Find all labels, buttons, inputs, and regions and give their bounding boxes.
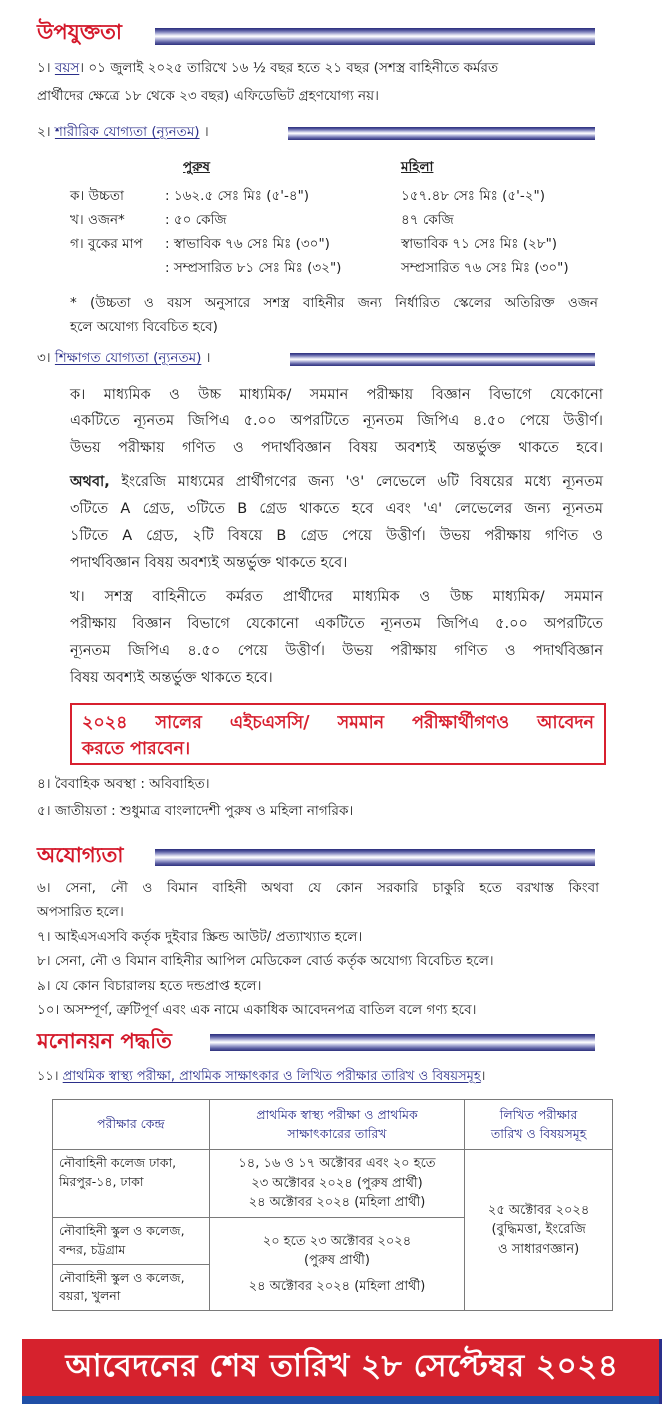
header-written-line-2: তারিখ ও বিষয়সমূহ (490, 1125, 587, 1141)
header-prelim-date (209, 1100, 464, 1150)
disqualification-item-10: ১০। অসম্পূর্ণ, ত্রুটিপূর্ণ এবং এক নামে একাধিক আবেদনপত্র বাতিল বলে গণ্য হবে। (37, 1002, 477, 1018)
prelim-line-3: ২৪ অক্টোবর ২০২৪ (মহিলা প্রার্থী) (248, 1278, 426, 1294)
physical-number: ২। (37, 124, 51, 140)
education-kha-line-2: পরীক্ষায় বিজ্ঞান বিভাগে যেকোনো একটিতে ন্যূনতম জিপিএ ৫.০০ অপরটিতে (70, 616, 603, 632)
prelim-line-1: ১৪, ১৬ ও ১৭ অক্টোবর এবং ২০ হতে (238, 1156, 436, 1172)
header-prelim-line-2: সাক্ষাৎকারের তারিখ (287, 1125, 387, 1141)
height-female: ১৫৭.৪৮ সেঃ মিঃ (৫'-২") (401, 188, 545, 204)
prelim-line-1: ২০ হতে ২৩ অক্টোবর ২০২৪ (262, 1233, 412, 1249)
education-ka-line-1: ক। মাধ্যমিক ও উচ্চ মাধ্যমিক/ সমমান পরীক্ষায় বিজ্ঞান বিভাগে যেকোনো (70, 387, 603, 403)
center-chattogram (53, 1218, 210, 1265)
nationality: ৫। জাতীয়তা : শুধুমাত্র বাংলাদেশী পুরুষ ও মহিলা নাগরিক। (37, 803, 354, 819)
education-heading (37, 352, 210, 366)
height-label: ক। উচ্চতা (70, 188, 124, 204)
header-prelim-line-1: প্রাথমিক স্বাস্থ্য পরীক্ষা ও প্রাথমিক (256, 1107, 418, 1123)
weight-male: : ৫০ কেজি (165, 212, 227, 228)
column-female: মহিলা (401, 159, 434, 175)
center-line-1: নৌবাহিনী কলেজ ঢাকা, (59, 1155, 177, 1170)
education-othoba-line-2: ৩টিতে A গ্রেড, ৩টিতে B গ্রেড থাকতে হবে এবং 'এ' লেভেলের জন্য ন্যূনতম (70, 501, 603, 517)
age-line-2: প্রার্থীদের ক্ষেত্রে ১৮ থেকে ২৩ বছর) এফিডেভিট গ্রহণযোগ্য নয়। (37, 88, 379, 104)
written-line-1: ২৫ অক্টোবর ২০২৪ (487, 1202, 590, 1218)
section-title-eligibility: উপযুক্ততা (37, 20, 122, 44)
header-written-exam (465, 1100, 613, 1150)
schedule-number: ১১। (37, 1069, 59, 1084)
written-exam-date (465, 1150, 613, 1311)
prelim-line-3: ২৪ অক্টোবর ২০২৪ (মহিলা প্রার্থী) (248, 1195, 426, 1211)
decorative-stripe (210, 1034, 595, 1051)
center-line-1: নৌবাহিনী স্কুল ও কলেজ, (59, 1269, 185, 1285)
schedule-suffix: । (480, 1069, 486, 1084)
prelim-date-chattogram-khulna (209, 1218, 464, 1311)
height-male: : ১৬২.৫ সেঃ মিঃ (৫'-৪") (165, 188, 310, 204)
weight-label: খ। ওজন* (70, 212, 125, 228)
center-khulna (53, 1264, 210, 1311)
notice-line-1: ২০২৪ সালের এইচএসসি/ সমমান পরীক্ষার্থীগণও আবেদন (82, 713, 594, 733)
education-ka-line-2: একটিতে ন্যূনতম জিপিএ ৫.০০ অপরটিতে ন্যূনতম জিপিএ ৪.৫০ পেয়ে উত্তীর্ণ। (70, 413, 603, 429)
center-line-1: নৌবাহিনী স্কুল ও কলেজ, (59, 1223, 185, 1238)
decorative-stripe (155, 28, 595, 45)
disqualification-item-9: ৯। যে কোন বিচারালয় হতে দন্ডপ্রাপ্ত হলে। (37, 978, 262, 994)
prelim-line-2: ২৩ অক্টোবর ২০২৪ (পুরুষ প্রার্থী) (251, 1175, 423, 1191)
header-written-line-1: লিখিত পরীক্ষার (499, 1107, 578, 1123)
education-othoba-line-1 (70, 475, 603, 490)
age-text: । ০১ জুলাই ২০২৫ তারিখে ১৬ ½ বছর হতে ২১ বছর (সশস্ত্র বাহিনীতে কর্মরত (79, 60, 499, 76)
chest-normal-male: : স্বাভাবিক ৭৬ সেঃ মিঃ (৩০") (165, 236, 330, 252)
center-line-2: বন্দর, চট্টগ্রাম (59, 1241, 126, 1257)
age-label: বয়স (54, 60, 80, 76)
disqualification-item-6-line-1: ৬। সেনা, নৌ ও বিমান বাহিনী অথবা যে কোন সরকারি চাকুরি হতে বরখাস্ত কিংবা (37, 880, 599, 896)
prelim-line-2: (পুরুষ প্রার্থী) (304, 1253, 370, 1269)
center-dhaka (53, 1150, 210, 1218)
deadline-banner-underline (22, 1396, 662, 1404)
prelim-date-dhaka (209, 1150, 464, 1218)
exam-schedule-table (52, 1099, 613, 1311)
education-kha-line-4: বিষয় অবশ্যই অন্তর্ভুক্ত থাকতে হবে। (70, 670, 273, 686)
disqualification-item-8: ৮। সেনা, নৌ ও বিমান বাহিনীর আপিল মেডিকেল বোর্ড কর্তৃক অযোগ্য বিবেচিত হলে। (37, 953, 494, 969)
center-line-2: মিরপুর-১৪, ঢাকা (59, 1173, 144, 1189)
chest-expanded-male: : সম্প্রসারিত ৮১ সেঃ মিঃ (৩২") (165, 260, 342, 276)
table-row (53, 1150, 613, 1218)
physical-heading (37, 126, 209, 140)
section-title-selection: মনোনয়ন পদ্ধতি (37, 1029, 172, 1053)
othoba-text: ইংরেজি মাধ্যমের প্রার্থীগণের জন্য 'ও' লেভেলে ৬টি বিষয়ের মধ্যে ন্যূনতম (121, 474, 603, 490)
education-label: শিক্ষাগত যোগ্যতা (ন্যূনতম) (54, 350, 202, 366)
written-line-3: ও সাধারণজ্ঞান) (498, 1241, 580, 1257)
decorative-stripe (290, 353, 595, 366)
table-header-row (53, 1100, 613, 1150)
center-line-2: বয়রা, খুলনা (59, 1288, 121, 1304)
column-male: পুরুষ (183, 159, 210, 175)
physical-suffix: । (203, 124, 209, 140)
education-kha-line-3: ন্যূনতম জিপিএ ৪.৫০ পেয়ে উত্তীর্ণ। উভয় পরীক্ষায় গণিত ও পদার্থবিজ্ঞান (70, 643, 603, 659)
schedule-heading (37, 1070, 485, 1083)
disqualification-item-6-line-2: অপসারিত হলে। (37, 904, 124, 920)
deadline-banner: আবেদনের শেষ তারিখ ২৮ সেপ্টেম্বর ২০২৪ (22, 1339, 662, 1396)
header-exam-center: পরীক্ষার কেন্দ্র (53, 1100, 210, 1150)
notice-line-2: করতে পারবেন। (82, 739, 191, 760)
chest-label: গ। বুকের মাপ (70, 236, 143, 252)
age-line-1 (37, 62, 498, 76)
age-number: ১। (37, 60, 51, 76)
chest-normal-female: স্বাভাবিক ৭১ সেঃ মিঃ (২৮") (401, 236, 558, 252)
education-othoba-line-4: পদার্থবিজ্ঞান বিষয় অবশ্যই অন্তর্ভুক্ত থাকতে হবে। (70, 555, 348, 571)
marital-status: ৪। বৈবাহিক অবস্থা : অবিবাহিত। (37, 776, 210, 792)
education-number: ৩। (37, 350, 51, 366)
education-suffix: । (205, 350, 211, 366)
education-kha-line-1: খ। সশস্ত্র বাহিনীতে কর্মরত প্রার্থীদের মাধ্যমিক ও উচ্চ মাধ্যমিক/ সমমান (70, 589, 603, 605)
education-ka-line-3: উভয় পরীক্ষায় গণিত ও পদার্থবিজ্ঞান বিষয় অবশ্যই অন্তর্ভুক্ত থাকতে হবে। (70, 440, 603, 456)
decorative-stripe (288, 127, 595, 140)
hsc-notice-box (70, 703, 606, 765)
decorative-stripe (155, 849, 595, 866)
written-line-2: (বুদ্ধিমত্তা, ইংরেজি (491, 1222, 586, 1238)
othoba-word: অথবা, (70, 474, 110, 490)
disqualification-item-7: ৭। আইএসএসবি কর্তৃক দুইবার স্ক্রিন্ড আউট/ প্রত্যাখ্যাত হলে। (37, 929, 363, 945)
schedule-label: প্রাথমিক স্বাস্থ্য পরীক্ষা, প্রাথমিক সাক্ষাৎকার ও লিখিত পরীক্ষার তারিখ ও বিষয়সমূহ (62, 1069, 481, 1084)
weight-female: ৪৭ কেজি (401, 212, 454, 228)
chest-expanded-female: সম্প্রসারিত ৭৬ সেঃ মিঃ (৩০") (401, 260, 569, 276)
weight-note-line-1: * (উচ্চতা ও বয়স অনুসারে সশস্ত্র বাহিনীর জন্য নির্ধারিত স্কেলের অতিরিক্ত ওজন (70, 295, 598, 311)
education-othoba-line-3: ১টিতে A গ্রেড, ২টি বিষয়ে B গ্রেড পেয়ে উত্তীর্ণ। উভয় পরীক্ষায় গণিত ও (70, 528, 603, 544)
weight-note-line-2: হলে অযোগ্য বিবেচিত হবে) (70, 319, 218, 335)
physical-label: শারীরিক যোগ্যতা (ন্যূনতম) (54, 124, 200, 140)
section-title-disqualification: অযোগ্যতা (37, 843, 124, 867)
